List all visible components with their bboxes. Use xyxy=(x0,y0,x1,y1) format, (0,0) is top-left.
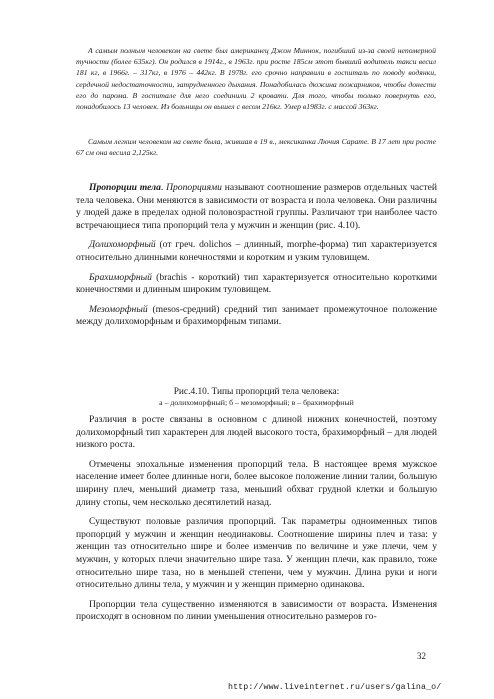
paragraph-proportions-definition: Пропорции тела. Пропорциями называют соотношение размеров отдельных частей тела человека. Они меняются в зависимости от возраста и пола человека. Они различны у людей даже в пределах одной половозрастной группы. Различают три наиболее часто встречающиеся типа пропорций тела у мужчин и женщин (рис. 4.10). xyxy=(76,182,438,231)
paragraph-height-differences: Различия в росте связаны в основном с длиной нижних конечностей, поэтому долихоморфный тип характерен для людей высокого тоста, брахиморфный – для людей низкого роста. xyxy=(76,414,437,451)
page-number: 32 xyxy=(417,651,426,661)
body-section-proportions xyxy=(76,182,437,336)
term-mesomorphic: Мезоморфный xyxy=(89,303,148,315)
paragraph-age-changes: Пропорции тела существенно изменяются в зависимости от возраста. Изменения происходят в основном по линии уменьшения относительно размеров го- xyxy=(76,598,437,623)
term-proportions: Пропорциями xyxy=(166,182,222,193)
term-dolichomorphic: Долихоморфный xyxy=(89,239,156,251)
paragraph-dolichomorphic: Долихоморфный (от греч. dolichos – длинный, morphe-форма) тип характеризуется относительно длинными конечностями и коротким и узким туловищем. xyxy=(76,239,437,263)
figure-caption: Рис.4.10. Типы пропорций тела человека: xyxy=(173,387,340,397)
note-lightest-person: Самым легким человеком на свете была, жившая в 19 в., мексиканка Лючия Сарате. В 17 лет при росте 67 см она весила 2,125кг. xyxy=(76,137,436,158)
section-heading: Пропорции тела xyxy=(89,182,161,193)
paragraph-epochal-changes: Отмечены эпохальные изменения пропорций тела. В настоящее время мужское население имеет более длинные ноги, более высокое положение линии талии, большую ширину плеч, меньший диаметр таза, меньший обхват грудной клетки и большую длину стопы, чем несколько десятилетий назад. xyxy=(76,458,437,508)
paragraph-sex-differences: Существуют половые различия пропорций. Так параметры одноименных типов пропорций у мужчин и женщин неодинаковы. Соотношение ширины плеч и таза: у женщин таз относительно шире и более изменчив по величине и уже плечи, чем у мужчин, у которых плечи значительно шире таза. У женщин плечи, как правило, тоже относительно шире таза, но в меньшей степени, чем у мужчин. Длина руки и ноги относительно длины тела, у мужчин и у женщин примерно одинакова. xyxy=(76,516,437,591)
footer-url: http://www.liveinternet.ru/users/galina_o/ xyxy=(228,683,442,692)
note-heaviest-person: А самым полным человеком на свете был американец Джон Миннок, погибший из-за своей непомерной тучности (более 635кг). Он родился в 1914г., в 1963г. при росте 185см этот бывший водитель такси весил 181 кг, в 1966г. – 317кг, в 1976 – 442кг. В 1978г. его срочно направили в госпиталь по поводу водянки, сердечной недостаточности, затрудненного дыхания. Понадобилась дюжина пожарников, чтобы донести его до парома. В госпитале для него соединили 2 кровати. Для того, чтобы только повернуть его, понадобилось 13 человек. Из больницы он вышел с весом 216кг. Умер в1983г. с массой 363кг. xyxy=(76,46,436,112)
body-section-differences xyxy=(76,414,437,631)
paragraph-brachymorphic: Брахиморфный (brachis - короткий) тип характеризуется относительно короткими конечностями и длинным широким туловищем. xyxy=(76,271,437,296)
figure-subcaption: а – долихоморфный; б – мезоморфный; в – брахиморфный xyxy=(159,398,354,407)
paragraph-mesomorphic: Мезоморфный (mesos-средний) средний тип занимает промежуточное положение между долихоморфным и брахиморфным типами. xyxy=(76,303,437,328)
term-brachymorphic: Брахиморфный xyxy=(89,271,152,283)
